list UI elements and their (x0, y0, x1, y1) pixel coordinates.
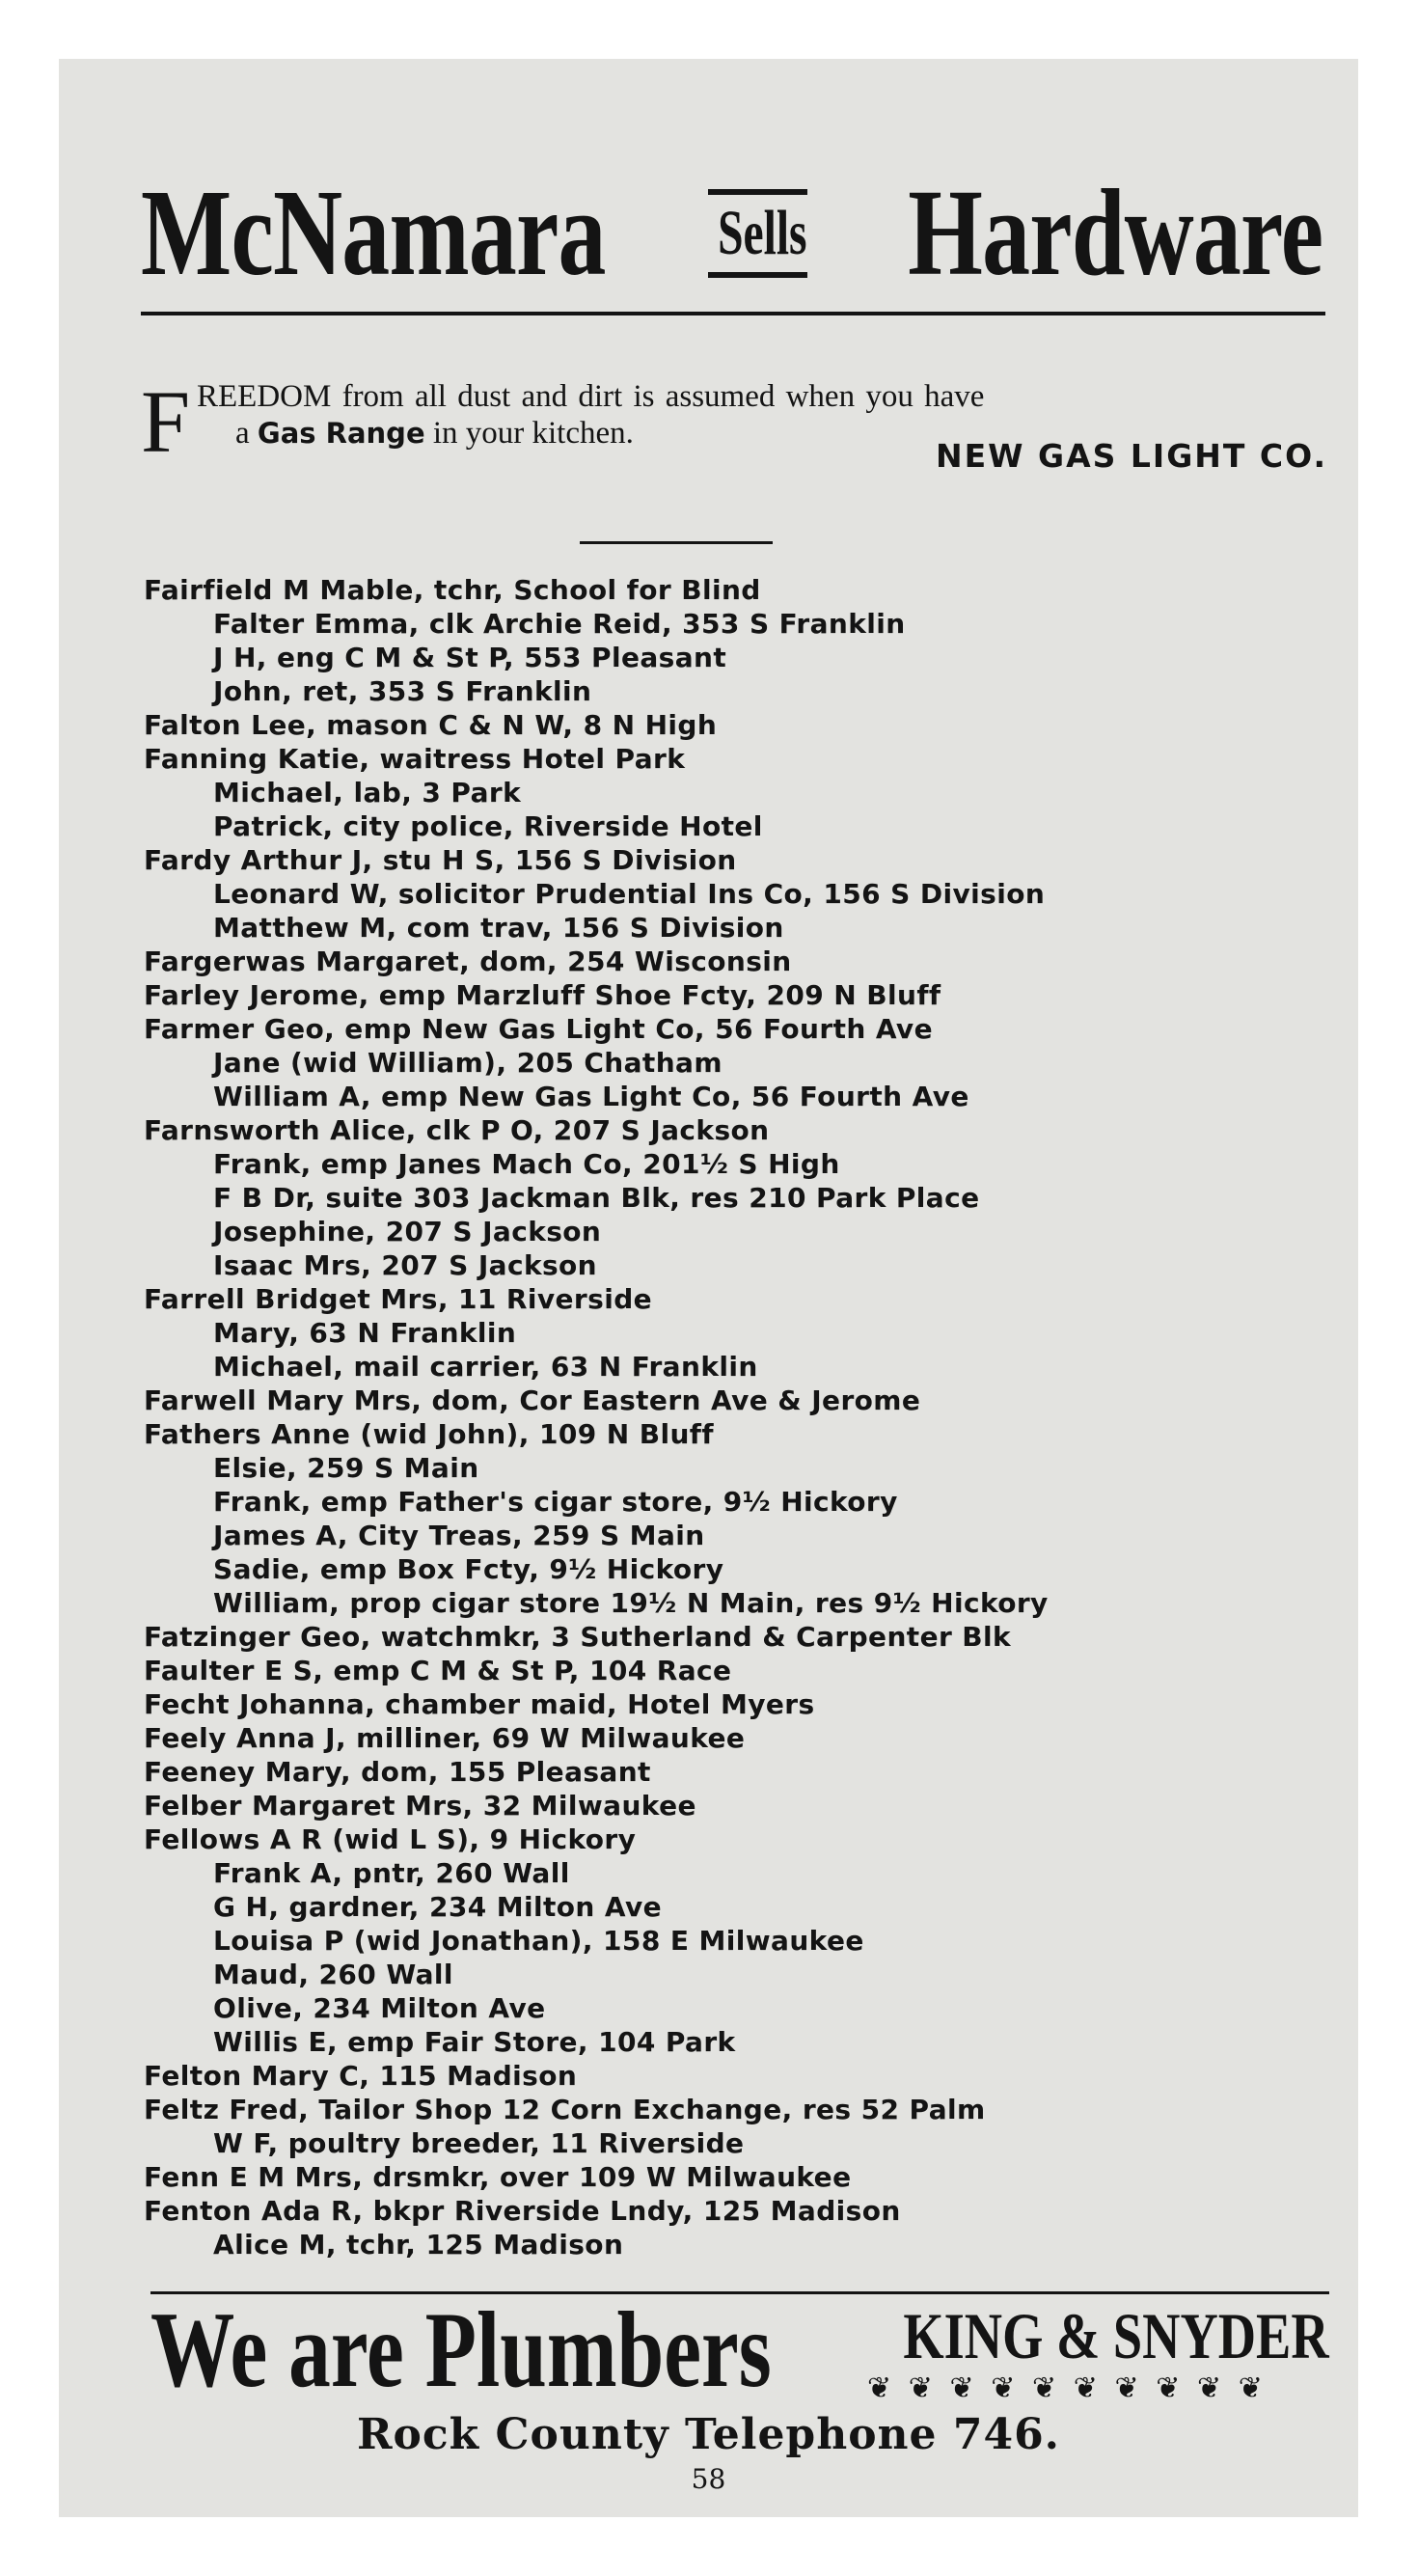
fleuron-icon: ❦ (1032, 2371, 1057, 2405)
page-number: 58 (691, 2463, 726, 2495)
firm-name: KING & SNYDER (903, 2299, 1329, 2372)
fleuron-icon: ❦ (949, 2371, 974, 2405)
gas-ad-line-2-pre: a (235, 416, 258, 451)
directory-entry: Feely Anna J, milliner, 69 W Milwaukee (144, 1722, 746, 1754)
directory-subentry: Frank, emp Father's cigar store, 9½ Hickory (213, 1486, 898, 1518)
directory-subentry: William, prop cigar store 19½ N Main, res 9½ Hickory (213, 1587, 1049, 1619)
fleuron-icon: ❦ (908, 2371, 933, 2405)
directory-subentry: Leonard W, solicitor Prudential Ins Co, 156 S Division (213, 878, 1046, 910)
directory-subentry: John, ret, 353 S Franklin (213, 675, 592, 707)
directory-entry: Falton Lee, mason C & N W, 8 N High (144, 709, 718, 741)
directory-subentry: W F, poultry breeder, 11 Riverside (213, 2127, 745, 2159)
directory-subentry: F B Dr, suite 303 Jackman Blk, res 210 Park Place (213, 1182, 980, 1214)
gas-ad-line-2 (235, 414, 634, 452)
directory-subentry: Alice M, tchr, 125 Madison (213, 2229, 624, 2261)
directory-subentry: Olive, 234 Milton Ave (213, 1992, 546, 2024)
directory-entry: Farmer Geo, emp New Gas Light Co, 56 Fourth Ave (144, 1013, 933, 1045)
directory-entry: Fecht Johanna, chamber maid, Hotel Myers (144, 1688, 815, 1720)
fleuron-icon: ❦ (1197, 2371, 1222, 2405)
header-rule (141, 312, 1325, 315)
directory-entry: Farwell Mary Mrs, dom, Cor Eastern Ave & Jerome (144, 1384, 921, 1416)
directory-subentry: Michael, mail carrier, 63 N Franklin (213, 1351, 758, 1383)
directory-entry: Farrell Bridget Mrs, 11 Riverside (144, 1283, 653, 1315)
telephone-line: Rock County Telephone 746. (356, 2410, 1061, 2459)
directory-entry: Feeney Mary, dom, 155 Pleasant (144, 1756, 651, 1788)
fleuron-icon: ❦ (867, 2371, 892, 2405)
directory-entry: Faulter E S, emp C M & St P, 104 Race (144, 1655, 732, 1686)
directory-subentry: Mary, 63 N Franklin (213, 1317, 517, 1349)
directory-listing (144, 573, 1330, 2261)
directory-subentry: Patrick, city police, Riverside Hotel (213, 810, 763, 842)
directory-entry: Fathers Anne (wid John), 109 N Bluff (144, 1418, 714, 1450)
directory-entry: Fardy Arthur J, stu H S, 156 S Division (144, 844, 737, 876)
fleuron-icon: ❦ (1114, 2371, 1139, 2405)
hardware-ad-header (141, 160, 1323, 305)
gas-range-ad (141, 372, 1327, 532)
directory-subentry: Frank, emp Janes Mach Co, 201½ S High (213, 1148, 840, 1180)
directory-subentry: Sadie, emp Box Fcty, 9½ Hickory (213, 1553, 724, 1585)
gas-range-bold: Gas Range (257, 417, 425, 450)
plumbers-slogan: We are Plumbers (150, 2290, 772, 2410)
directory-entry: Felber Margaret Mrs, 32 Milwaukee (144, 1790, 696, 1822)
directory-subentry: Isaac Mrs, 207 S Jackson (213, 1249, 598, 1281)
directory-subentry: Frank A, pntr, 260 Wall (213, 1857, 570, 1889)
directory-subentry: Elsie, 259 S Main (213, 1452, 479, 1484)
gas-ad-line-2-post: in your kitchen. (424, 416, 634, 451)
fleuron-icon: ❦ (991, 2371, 1016, 2405)
fleuron-icon: ❦ (1073, 2371, 1098, 2405)
sells-bottom-bar (708, 272, 807, 278)
drop-cap: F (141, 372, 191, 471)
directory-entry: Fargerwas Margaret, dom, 254 Wisconsin (144, 945, 792, 977)
directory-subentry: Jane (wid William), 205 Chatham (213, 1047, 723, 1079)
directory-entry: Farley Jerome, emp Marzluff Shoe Fcty, 209 N Bluff (144, 979, 941, 1011)
fleuron-icon: ❦ (1238, 2371, 1263, 2405)
directory-subentry: G H, gardner, 234 Milton Ave (213, 1891, 663, 1923)
section-divider (580, 541, 773, 544)
directory-entry: Fenn E M Mrs, drsmkr, over 109 W Milwaukee (144, 2161, 852, 2193)
gas-ad-line-1: REEDOM from all dust and dirt is assumed when you have (197, 379, 985, 414)
directory-subentry: Matthew M, com trav, 156 S Division (213, 912, 784, 944)
fleuron-icon: ❦ (1156, 2371, 1181, 2405)
directory-page (59, 59, 1358, 2517)
directory-entry: Fellows A R (wid L S), 9 Hickory (144, 1823, 637, 1855)
directory-entry: Fanning Katie, waitress Hotel Park (144, 743, 686, 775)
header-sells-box (702, 189, 813, 278)
directory-subentry: J H, eng C M & St P, 553 Pleasant (213, 642, 727, 673)
directory-entry: Fenton Ada R, bkpr Riverside Lndy, 125 Madison (144, 2195, 901, 2227)
directory-entry: Fatzinger Geo, watchmkr, 3 Sutherland & Carpenter Blk (144, 1621, 1012, 1653)
directory-subentry: Maud, 260 Wall (213, 1959, 453, 1990)
sells-top-bar (708, 189, 807, 195)
directory-subentry: Willis E, emp Fair Store, 104 Park (213, 2026, 736, 2058)
directory-subentry: William A, emp New Gas Light Co, 56 Fourth Ave (213, 1081, 969, 1112)
directory-entry: Fairfield M Mable, tchr, School for Blind (144, 574, 761, 606)
header-mcnamara: McNamara (141, 164, 606, 301)
directory-subentry: Michael, lab, 3 Park (213, 777, 522, 808)
directory-subentry: Falter Emma, clk Archie Reid, 353 S Franklin (213, 608, 906, 640)
directory-subentry: Josephine, 207 S Jackson (213, 1216, 602, 1247)
gas-company-name: NEW GAS LIGHT CO. (935, 437, 1327, 475)
directory-entry: Farnsworth Alice, clk P O, 207 S Jackson (144, 1114, 770, 1146)
directory-entry: Feltz Fred, Tailor Shop 12 Corn Exchange, res 52 Palm (144, 2094, 986, 2125)
directory-entry: Felton Mary C, 115 Madison (144, 2060, 578, 2092)
header-sells: Sells (718, 198, 807, 268)
ornament-row (867, 2371, 1263, 2405)
directory-subentry: Louisa P (wid Jonathan), 158 E Milwaukee (213, 1925, 864, 1957)
directory-subentry: James A, City Treas, 259 S Main (213, 1520, 705, 1551)
header-hardware: Hardware (907, 164, 1323, 301)
